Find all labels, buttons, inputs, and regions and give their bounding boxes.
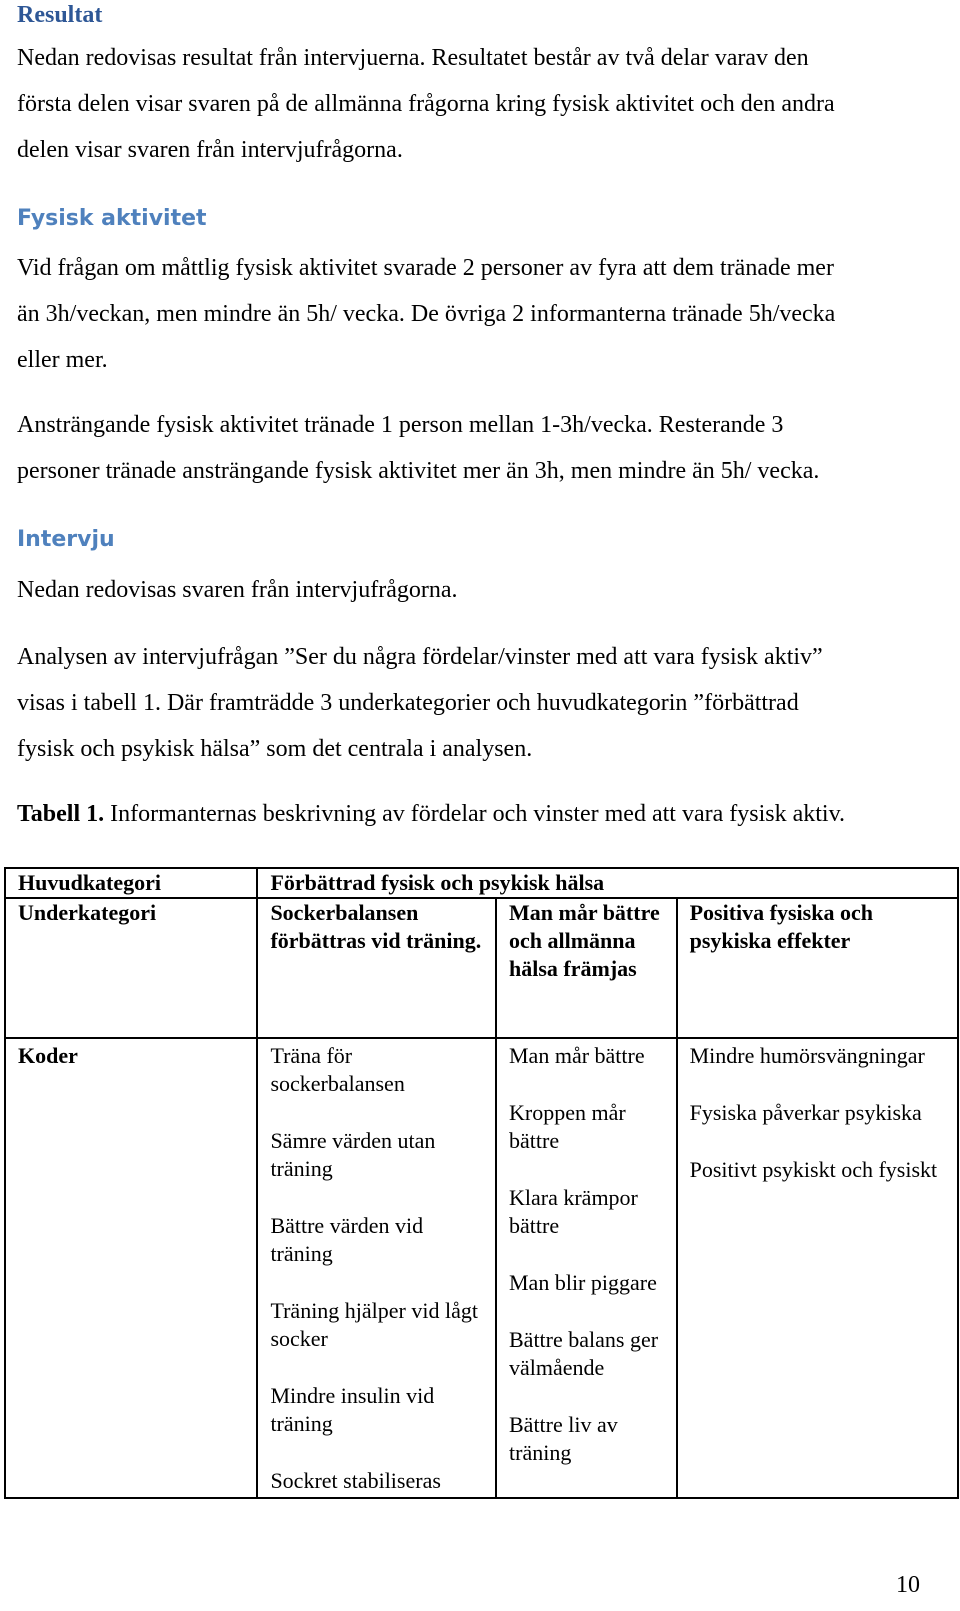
page-number: 10 [896, 1572, 920, 1598]
table-caption-text: Informanternas beskrivning av fördelar och vinster med att vara fysisk aktiv. [104, 801, 846, 827]
underkategori-label: Underkategori [5, 898, 257, 1038]
code-item: Sämre värden utan träning [270, 1128, 436, 1181]
fysisk-line: personer tränade ansträngande fysisk aktivitet mer än 3h, men mindre än 5h/ vecka. [17, 458, 820, 484]
resultat-line: första delen visar svaren på de allmänna frågorna kring fysisk aktivitet och den andra [17, 91, 835, 117]
underkategori-value-3: Positiva fysiska och psykiska effekter [677, 898, 958, 1038]
intervju-line: visas i tabell 1. Där framträdde 3 underkategorier och huvudkategorin ”förbättrad [17, 690, 799, 716]
code-item: Träning hjälper vid lågt socker [270, 1298, 478, 1351]
fysisk-paragraph-1 [17, 245, 947, 383]
fysisk-line: Vid frågan om måttlig fysisk aktivitet svarade 2 personer av fyra att dem tränade mer [17, 255, 834, 281]
koder-column-3 [677, 1038, 958, 1498]
table-caption-label: Tabell 1. [17, 801, 105, 827]
fysisk-line: Ansträngande fysisk aktivitet tränade 1 person mellan 1-3h/vecka. Resterande 3 [17, 412, 784, 438]
code-item: Bättre värden vid träning [270, 1213, 424, 1266]
code-item: Mindre humörsvängningar [689, 1043, 925, 1068]
code-item: Bättre balans ger välmående [509, 1327, 659, 1380]
table-row-underkategori [5, 898, 958, 1038]
intervju-line: Nedan redovisas svaren från intervjufrågorna. [17, 577, 458, 603]
code-item: Träna för sockerbalansen [270, 1043, 405, 1096]
code-item: Klara krämpor bättre [509, 1185, 638, 1238]
table-row-koder [5, 1038, 958, 1498]
fysisk-paragraph-2 [17, 402, 947, 494]
underkategori-value-1: Sockerbalansen förbättras vid träning. [257, 898, 496, 1038]
fysisk-line: än 3h/veckan, men mindre än 5h/ vecka. De övriga 2 informanterna tränade 5h/vecka [17, 301, 836, 327]
koder-column-2 [496, 1038, 677, 1498]
resultat-paragraph [17, 35, 947, 173]
intervju-line: fysisk och psykisk hälsa” som det centrala i analysen. [17, 736, 533, 762]
koder-label: Koder [5, 1038, 257, 1498]
table-caption [17, 797, 952, 831]
category-table [4, 867, 959, 1499]
fysisk-line: eller mer. [17, 347, 108, 373]
code-item: Positivt psykiskt och fysiskt [689, 1157, 938, 1182]
resultat-line: delen visar svaren från intervjufrågorna. [17, 137, 403, 163]
code-item: Man mår bättre [509, 1043, 645, 1068]
code-item: Kroppen mår bättre [509, 1100, 626, 1153]
code-item: Mindre insulin vid träning [270, 1383, 435, 1436]
intervju-line: Analysen av intervjufrågan ”Ser du några fördelar/vinster med att vara fysisk aktiv” [17, 644, 823, 670]
huvudkategori-value: Förbättrad fysisk och psykisk hälsa [257, 868, 958, 898]
intervju-paragraph-1 [17, 567, 947, 613]
heading-resultat: Resultat [17, 2, 103, 28]
code-item: Bättre liv av träning [509, 1412, 618, 1465]
heading-intervju: Intervju [17, 527, 115, 552]
code-item: Sockret stabiliseras [270, 1468, 441, 1493]
huvudkategori-label: Huvudkategori [5, 868, 257, 898]
koder-column-1 [257, 1038, 496, 1498]
code-item: Man blir piggare [509, 1270, 657, 1295]
code-item: Fysiska påverkar psykiska [689, 1100, 922, 1125]
intervju-paragraph-2 [17, 634, 947, 772]
heading-fysisk-aktivitet: Fysisk aktivitet [17, 206, 207, 231]
resultat-line: Nedan redovisas resultat från intervjuerna. Resultatet består av två delar varav den [17, 45, 809, 71]
table-row-huvudkategori [5, 868, 958, 898]
underkategori-value-2: Man mår bättre och allmänna hälsa främjas [496, 898, 677, 1038]
